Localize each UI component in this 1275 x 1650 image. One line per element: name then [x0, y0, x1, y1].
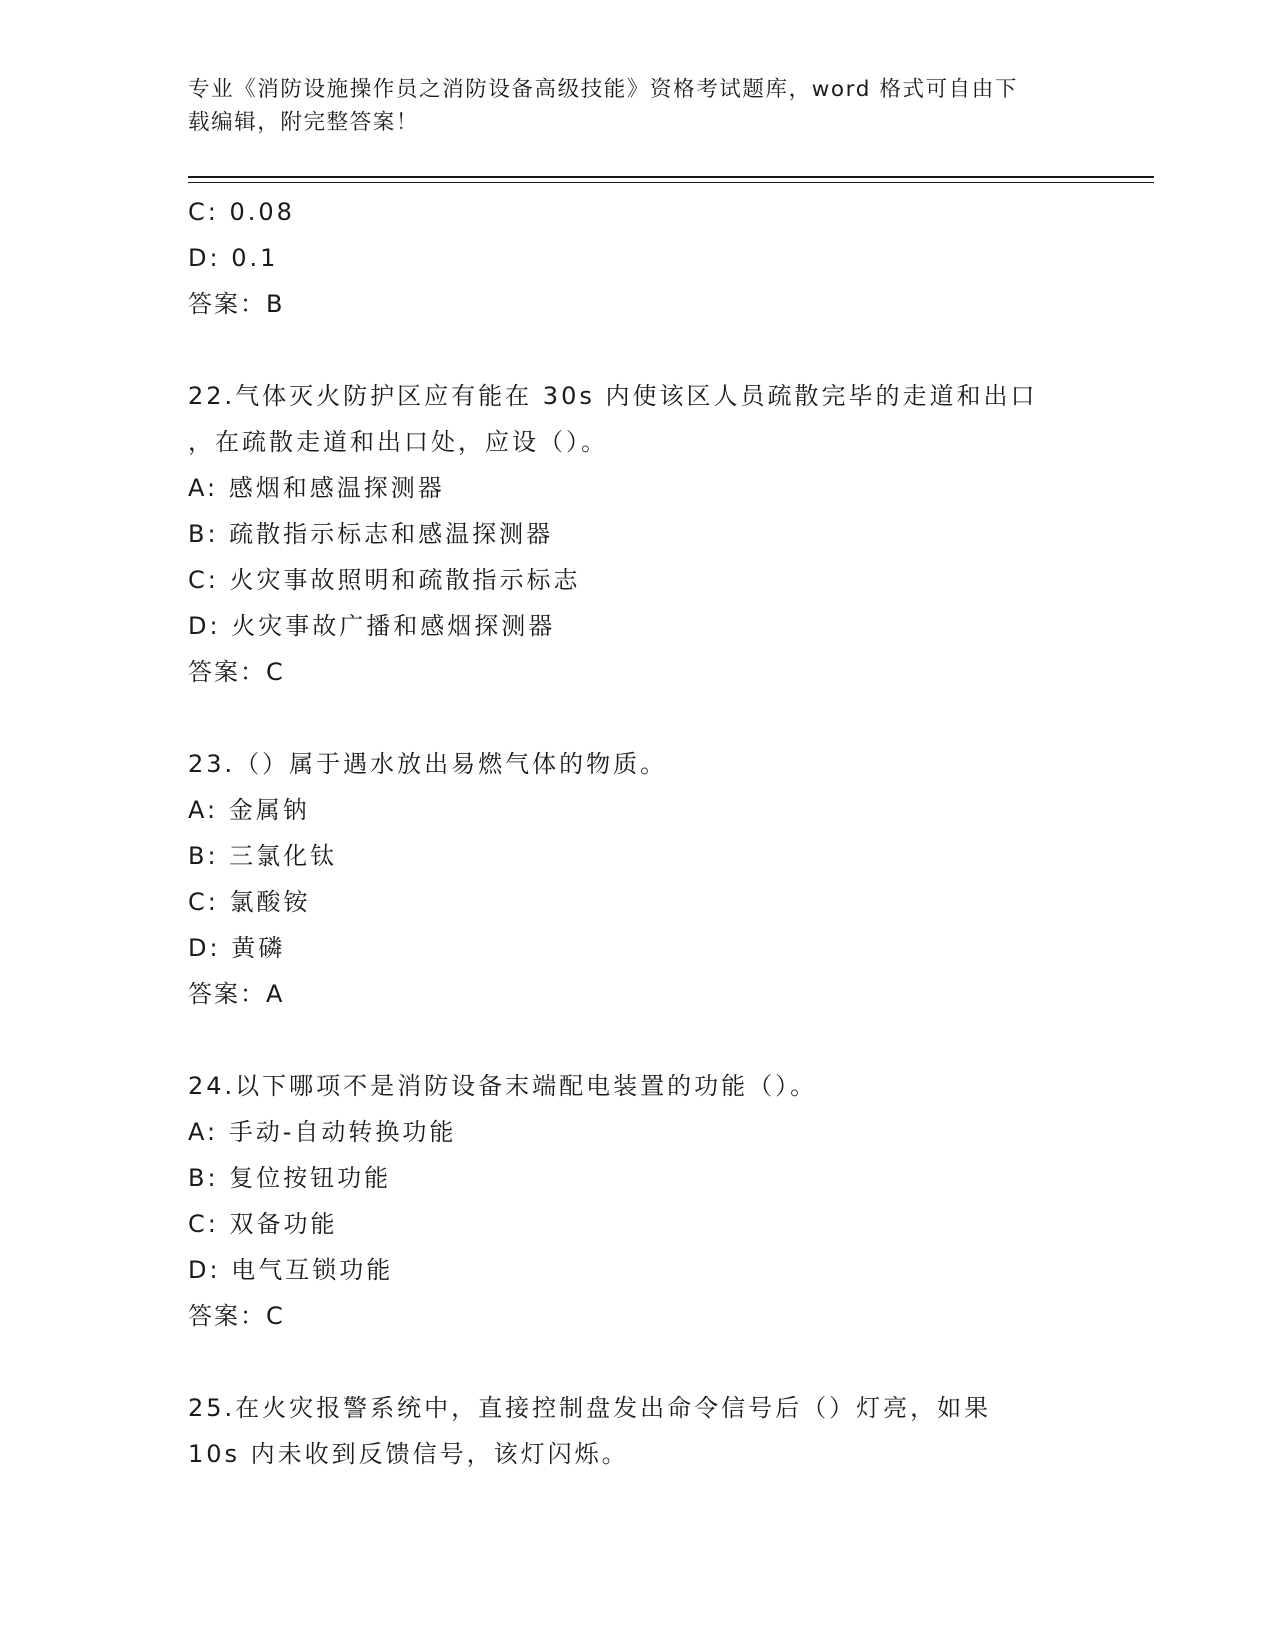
header-line-1: 专业《消防设施操作员之消防设备高级技能》资格考试题库，word 格式可自由下 [188, 77, 1018, 102]
header-rule-thin [188, 182, 1154, 183]
question-stem-continued: 10s 内未收到反馈信号，该灯闪烁。 [188, 1440, 629, 1468]
option-a: A: 金属钠 [188, 796, 310, 824]
spacer [188, 1339, 1088, 1385]
spacer [188, 1017, 1088, 1063]
spacer [188, 695, 1088, 741]
answer-line: 答案：B [188, 290, 285, 318]
question-list [188, 189, 1088, 1477]
option-b: B: 三氯化钛 [188, 842, 338, 870]
option-c: C: 氯酸铵 [188, 888, 311, 916]
option-c: C: 双备功能 [188, 1210, 338, 1238]
question-stem: 25.在火灾报警系统中，直接控制盘发出命令信号后（）灯亮，如果 [188, 1394, 992, 1422]
answer-line: 答案：C [188, 658, 285, 686]
answer-line: 答案：C [188, 1302, 285, 1330]
option-c: C: 火灾事故照明和疏散指示标志 [188, 566, 581, 594]
header-rule-thick [188, 176, 1154, 178]
option-d: D: 黄磷 [188, 934, 286, 962]
question-stem: 22.气体灭火防护区应有能在 30s 内使该区人员疏散完毕的走道和出口 [188, 382, 1038, 410]
option-d: D: 火灾事故广播和感烟探测器 [188, 612, 556, 640]
option-d: D: 0.1 [188, 244, 279, 272]
answer-line: 答案：A [188, 980, 285, 1008]
document-header [188, 73, 1088, 139]
spacer [188, 327, 1088, 373]
question-stem-continued: ，在疏散走道和出口处，应设（）。 [188, 428, 608, 456]
question-stem: 23.（）属于遇水放出易燃气体的物质。 [188, 750, 668, 778]
question-stem: 24.以下哪项不是消防设备末端配电装置的功能（）。 [188, 1072, 818, 1100]
option-b: B: 疏散指示标志和感温探测器 [188, 520, 554, 548]
option-d: D: 电气互锁功能 [188, 1256, 394, 1284]
header-line-2: 载编辑，附完整答案！ [188, 110, 420, 135]
option-c: C: 0.08 [188, 198, 295, 226]
option-b: B: 复位按钮功能 [188, 1164, 392, 1192]
option-a: A: 感烟和感温探测器 [188, 474, 445, 502]
option-a: A: 手动-自动转换功能 [188, 1118, 457, 1146]
